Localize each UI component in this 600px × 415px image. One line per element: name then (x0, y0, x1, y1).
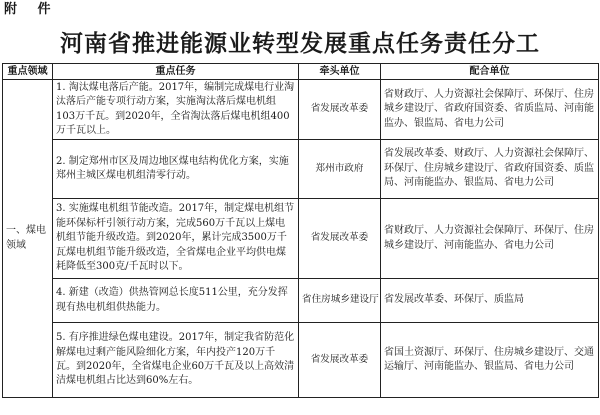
cooperating-units-cell: 省发展改革委、环保厅、质监局 (381, 279, 599, 323)
cooperating-units-cell: 省财政厅、人力资源社会保障厅、环保厅、住房城乡建设厅、省政府国资委、省质监局、河南能监办、银监局、省电力公司 (381, 80, 599, 140)
document-title: 河南省推进能源业转型发展重点任务责任分工 (60, 30, 540, 57)
table-header-row (3, 64, 599, 80)
task-cell: 2. 制定郑州市区及周边地区煤电结构优化方案，实施郑州主城区煤电机组清零行动。 (53, 140, 299, 199)
cooperating-units-cell: 省财政厅、人力资源社会保障厅、环保厅、住房城乡建设厅、河南能监办、省电力公司 (381, 199, 599, 279)
task-cell: 1. 淘汰煤电落后产能。2017年，编制完成煤电行业淘汰落后产能专项行动方案，实施淘汰落后煤电机组103万千瓦。到2020年，全省淘汰落后煤电机组400万千瓦以上。 (53, 80, 299, 140)
focus-area-cell: 一、煤电领域 (3, 80, 53, 398)
table-row (3, 199, 599, 279)
cooperating-units-cell: 省发展改革委、财政厅、人力资源社会保障厅、环保厅、住房城乡建设厅、省政府国资委、质监局、河南能监办、银监局、省电力公司 (381, 140, 599, 199)
cooperating-units-cell: 省国土资源厅、环保厅、住房城乡建设厅、交通运输厅、河南能监办、银监局、省电力公司 (381, 323, 599, 398)
column-header-lead: 牵头单位 (299, 64, 381, 80)
column-header-coop: 配合单位 (381, 64, 599, 80)
table-row (3, 140, 599, 199)
lead-unit-cell: 郑州市政府 (299, 140, 381, 199)
column-header-area: 重点领域 (3, 64, 53, 80)
lead-unit-cell: 省住房城乡建设厅 (299, 279, 381, 323)
attachment-label: 附 件 (4, 2, 59, 17)
responsibility-table (2, 63, 599, 398)
lead-unit-cell: 省发展改革委 (299, 323, 381, 398)
column-header-task: 重点任务 (53, 64, 299, 80)
table-row (3, 80, 599, 140)
task-cell: 4. 新建（改造）供热管网总长度511公里，充分发挥现有热电机组供热能力。 (53, 279, 299, 323)
lead-unit-cell: 省发展改革委 (299, 199, 381, 279)
table-row (3, 279, 599, 323)
lead-unit-cell: 省发展改革委 (299, 80, 381, 140)
table-row (3, 323, 599, 398)
task-cell: 5. 有序推进绿色煤电建设。2017年，制定我省防范化解煤电过剩产能风险细化方案，年内投产120万千瓦。到2020年，全省煤电企业60万千瓦及以上高效清洁煤电机组占比达到60%左右。 (53, 323, 299, 398)
task-cell: 3. 实施煤电机组节能改造。2017年，制定煤电机组节能环保标杆引领行动方案，完成560万千瓦以上煤电机组节能升级改造。到2020年，累计完成3500万千瓦煤电机组节能升级改造，全省煤电企业平均供电煤耗降低至300克/千瓦时以下。 (53, 199, 299, 279)
